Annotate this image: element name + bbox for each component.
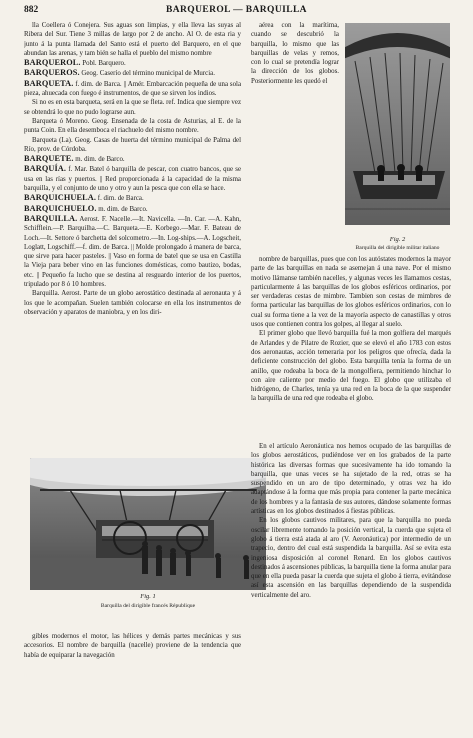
airship-gondola-image [345, 23, 450, 225]
entry-definition: Aerost. F. Nacelle.—It. Navicella. —In. Car. —A. Kahn, Schifflein.—P. Barquilha.—C. Barqueta.—E. Korbego.—Mar. F. Bateau de Loch.—It. Settore ó barchetta del solcometro.—In. Log-ships.—A. Logscheit, Loglatt, Logschiff.—f. dim. de Barca. || Molde prolongado á manera de barca, que sirve para hacer pasteles. || Vaso en forma de batel que se usa en Castilla la Vieja para beber vino en las funciones domésticas, como bautizo, bodas, etc. || Pequeño fa lucho que se destina al resguardo interior de los puertos, tripulado por 8 ó 10 hombres. [24, 215, 241, 289]
text-paragraph: En el artículo Aeronáutica nos hemos ocupado de las barquillas de los globos aerostáticos, pudiéndose ver en los grabados de la parte histórica las diversas formas que sucesivamente ha ido tomando la barquilla, que unas veces se ha sujetado de la red, otras se ha suspendido en un aro de tipo determinado, y otras vez ha ido adaptándose á la forma que más propia para contener la parte mecánica de los hombres y a la fantasía de sus autores, dándose solamente formas artísticas en los globos destinados á fiestas públicas. [251, 443, 451, 516]
right-middle-text [251, 255, 451, 442]
figure-2-photo [345, 23, 450, 225]
entry-headword: BARQUICHUELA. [24, 193, 97, 203]
entry-headword: BARQUICHUELO. [24, 203, 97, 213]
figure-2-label: Fig. 2 [389, 236, 406, 243]
entry-definition: f. dim. de Barca. || Amér. Embarcación pequeña de una sola pieza, ahuecada con fuego é instrumentos, de que se sirven los indios. [24, 80, 241, 98]
dictionary-entry [24, 68, 241, 78]
entry-headword: BARQUETA. [24, 78, 74, 88]
entry-definition: Geog. Caserío del término municipal de Murcia. [79, 70, 215, 78]
dictionary-entry [24, 154, 241, 164]
entry-definition: Pobl. Barquero. [80, 60, 126, 68]
dictionary-entry [24, 204, 241, 214]
bottom-left-text [24, 632, 241, 668]
entry-headword: BARQUEROL. [24, 58, 81, 68]
text-paragraph: Barqueta ó Moreno. Geog. Ensenada de la costa de Asturias, al E. de la punta Coin. En ella desemboca el riachuelo del mismo nombre. [24, 117, 241, 135]
figure-1-photo [30, 458, 266, 590]
airship-gondola-image [30, 458, 266, 590]
entry-headword: BARQUEROS. [24, 68, 80, 78]
text-paragraph: nombre de barquillas, pues que con los autóstates modernos la mayor parte de las barquillas en nada se asemejan á una nave. Por el mismo motivo llámanse también nacelles, y algunas veces les llamamos cestas, particularmente á las barquillas de los globos esféricos ordinarios, por ser verdaderas cestas de mimbre. Tambien son cestas de mimbres de forma particular las barquillas de los globos esféricos ordinarios, con lo cual su forma tiene a la vez de la mayoría aspecto de canastillas y otros usos que contienen contra los golpes, al llegar al suelo. [251, 256, 451, 329]
figure-2-caption: Barquilla del dirigible militar italiano [355, 245, 440, 251]
running-title: BARQUEROL — BARQUILLA [166, 5, 307, 15]
text-paragraph: El primer globo que llevó barquilla fué la mon golfiera del marqués de Arlandes y de Pilatre de Rozier, que se elevó el año 1783 con estos dos aeronautas, acción temeraria por los peligros que ofrecía, dada la deficiente construcción del globo. Esta barquilla tenía la forma de un anillo, que rodeaba la boca de la mongolfiera, permitiendo hinchar lo con aire caliente por medio del fuego. El globo que utilizaba el hidrógeno, de Charles, tenía ya una red en la boca de la que suspender la barquilla de una red que rodeaba el globo. [251, 330, 451, 403]
dictionary-entry [24, 58, 241, 68]
dictionary-entry [24, 214, 241, 289]
entry-definition: f. Mar. Batel ó barquilla de pescar, con cuatro bancos, que se usa en las rías y puertos. || Red proporcionada á la capacidad de la misma barquilla, y el conjunto de uno y otro y aun la pesca que con ella se hace. [24, 166, 241, 193]
entry-definition: m. dim. de Barco. [73, 156, 125, 164]
text-paragraph: Barqueta (La). Geog. Casas de huerta del término municipal de Palma del Río, prov. de Córdoba. [24, 136, 241, 153]
dictionary-entry [24, 79, 241, 99]
page-number: 882 [24, 5, 39, 15]
figure-1-caption: Barquilla del dirigible francés République [100, 603, 196, 609]
text-paragraph: Si no es en esta barqueta, será en la que se fleta. ref. Indica que siempre vez se obtendrá lo que no pudo lograrse aun. [24, 99, 241, 116]
entry-definition: f. dim. de Barca. [96, 195, 144, 203]
text-paragraph: gibles modernos el motor, las hélices y demás partes mecánicas y sus accesorios. El nombre de barquilla (nacelle) proviene de la tendencia que había de equiparar la navegación [24, 633, 241, 659]
page-header [24, 5, 449, 19]
entry-headword: BARQUILLA. [24, 213, 78, 223]
text-paragraph: Barquilla. Aerost. Parte de un globo aerostático destinada al aeronauta y á los que le acompañan. Suelen también colocarse en ella los instrumentos de observación y aparatos de maniobra, y en los diri- [24, 290, 241, 316]
text-paragraph: aérea con la marítima, cuando se descubrió la barquilla, lo mismo que las barquillas de velas y remos, con lo cual se pretendía lograr la dirección de los globos. Posteriormente les quedó el [251, 22, 339, 85]
text-paragraph: En los globos cautivos militares, para que la barquilla no pueda oscilar libremente tomando la posición vertical, la cuerda que sujeta el globo á tierra está atada al aro (V. Aeronáutica) por intermedio de un trapecio, dentro del cual está suspendida la barquilla. Así se evita esta ingeniosa disposición al coronel Renard. En los globos cautivos destinados á ascensiones públicas, la barquilla tiene la forma anular para que en ella pueda pasar la cuerda que sujeta el globo á tierra, evitándose así esta ascensión en las barquillas dependiendo de la suspendida verticalmente del aro. [251, 517, 451, 599]
entry-definition: m. dim. de Barco. [96, 205, 148, 213]
dictionary-entry [24, 193, 241, 203]
dictionary-entry [24, 164, 241, 193]
right-top-text [251, 21, 339, 234]
figure-1-label: Fig. 1 [140, 593, 156, 600]
right-bottom-text [251, 442, 451, 670]
entry-headword: BARQUÍA. [24, 164, 67, 174]
entry-headword: BARQUETE. [24, 154, 74, 164]
text-paragraph: lla Coellera ó Conejera. Sus aguas son limpias, y ella lleva las suyas al Ribera del Sur. Tiene 3 millas de largo por 2 de ancho. Al O. de esta ria y junto á la punta llamada del Santo está el puerto del Barquero, en el que abundan las arenas, y tam bién se halla el pueblo del mismo nombre [24, 22, 241, 57]
left-column-text [24, 21, 241, 456]
